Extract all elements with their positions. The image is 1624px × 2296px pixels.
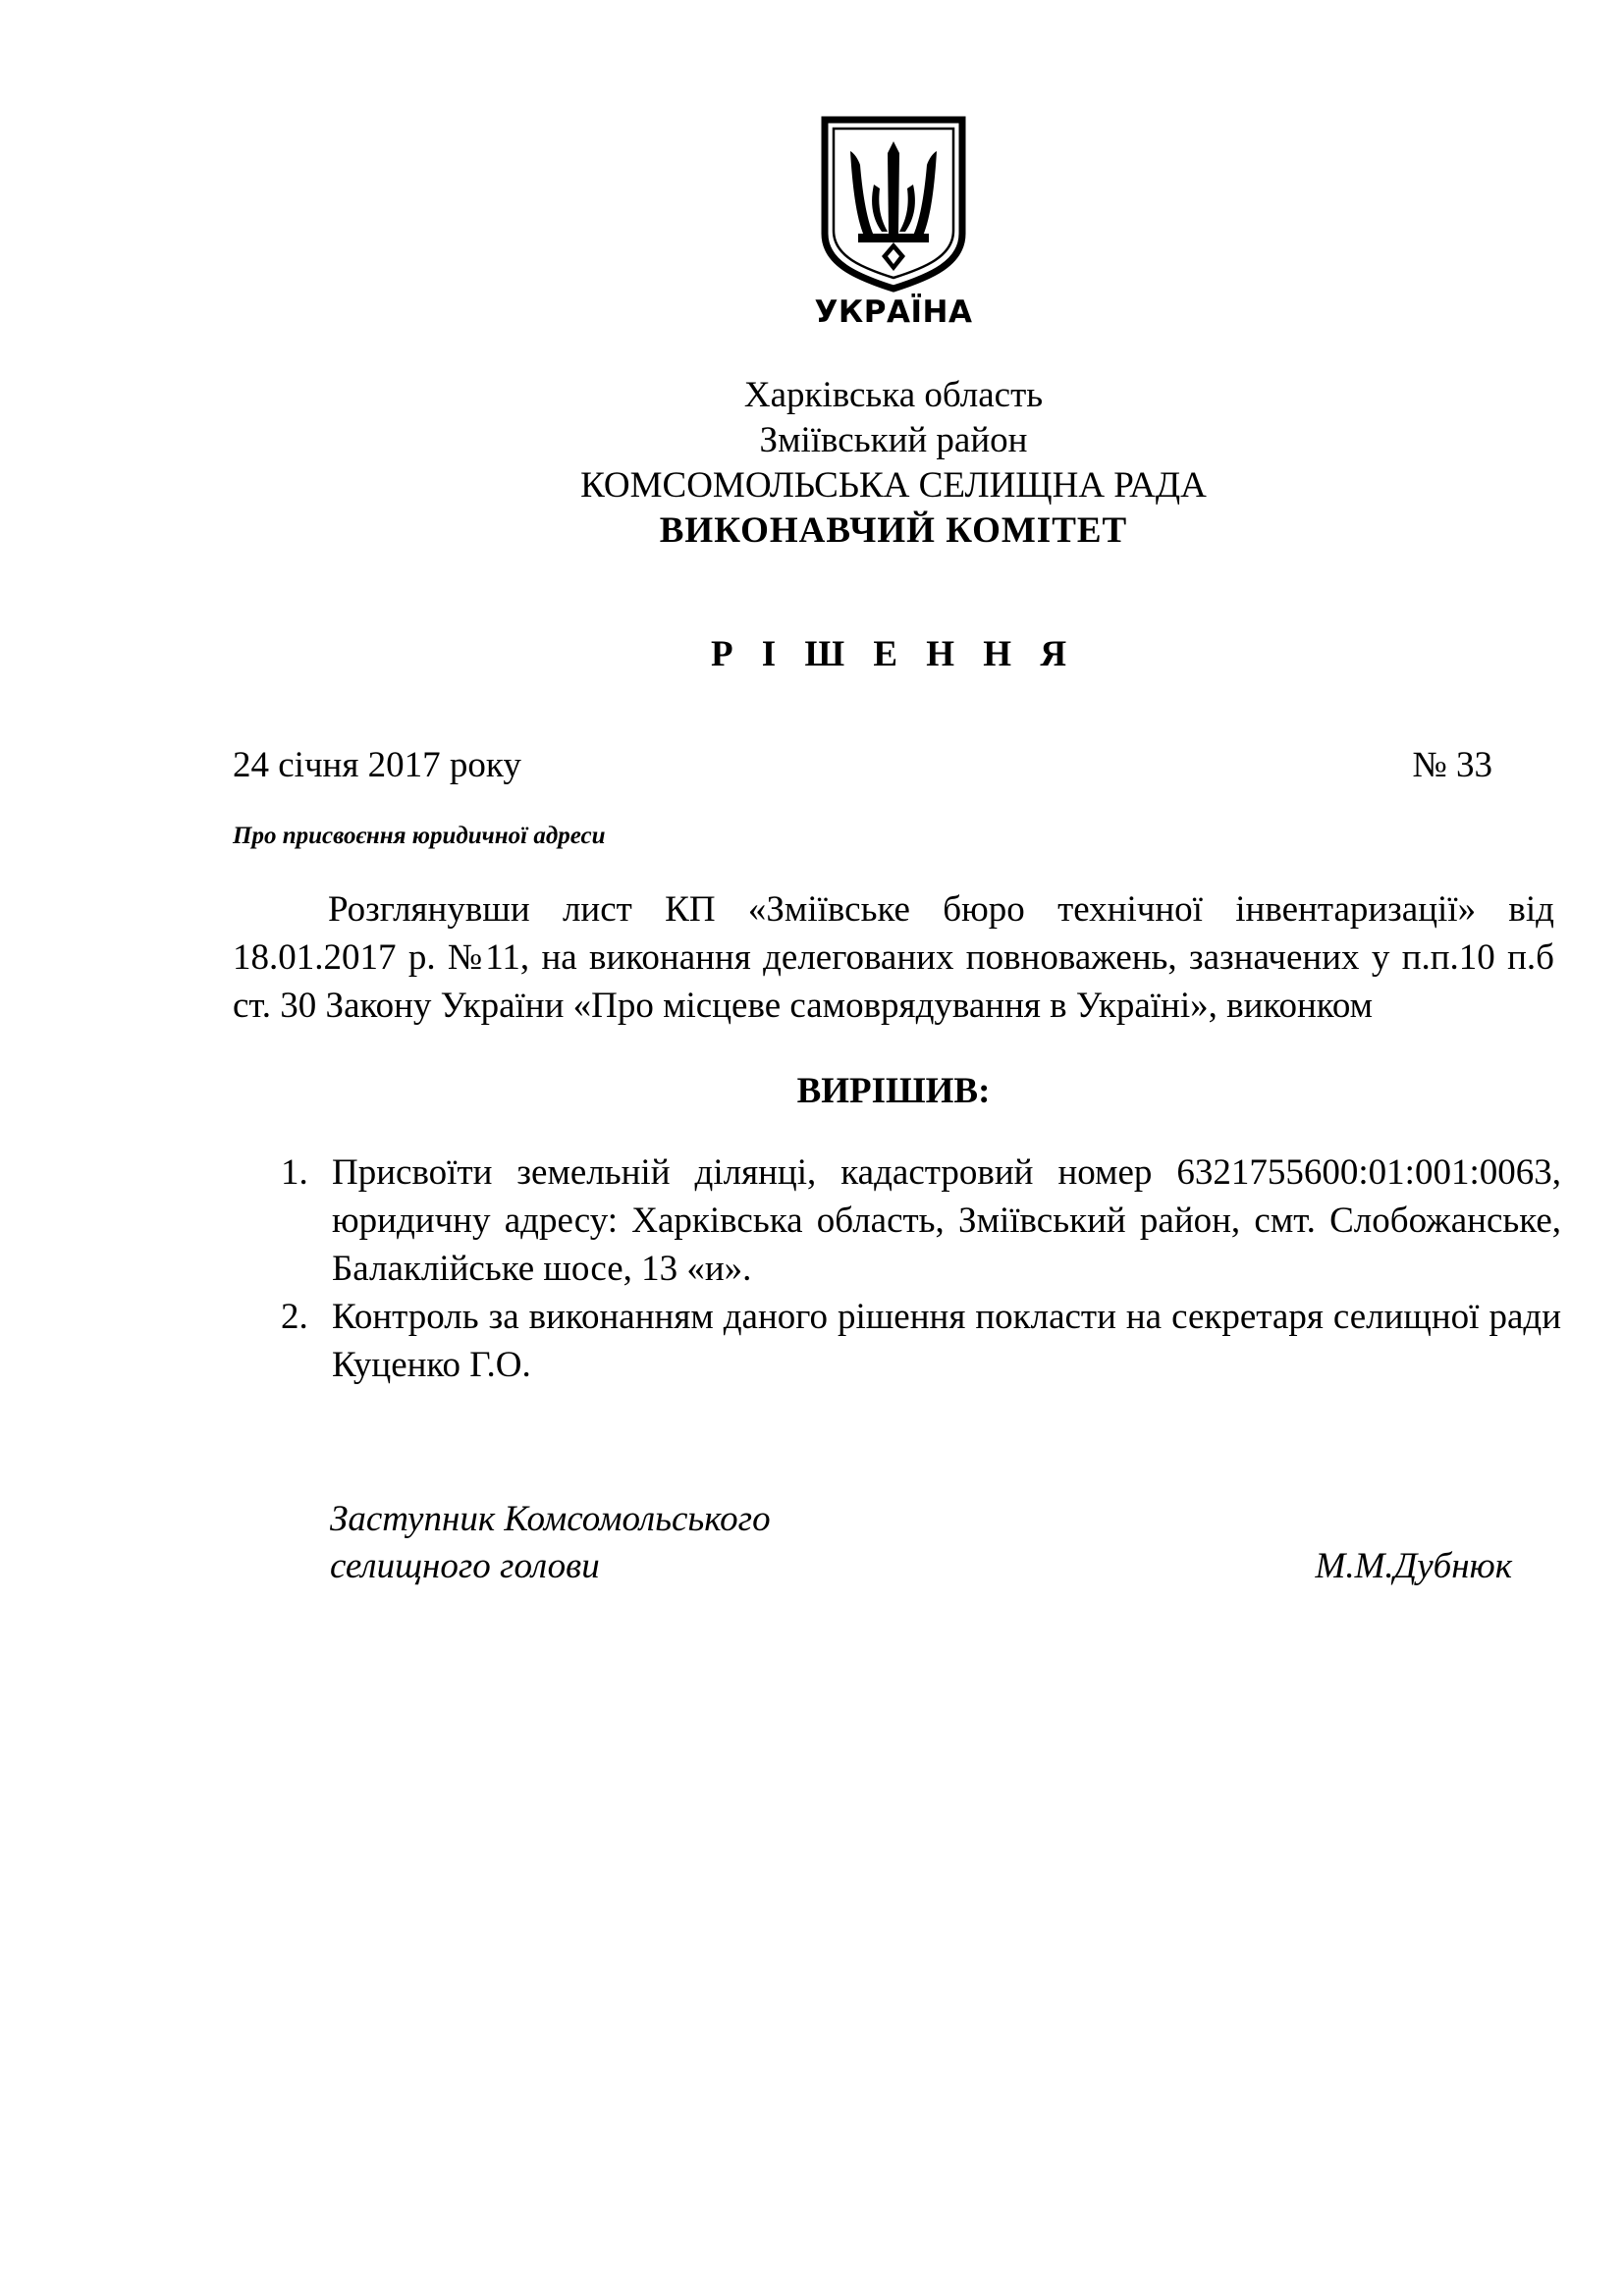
committee-line: ВИКОНАВЧИЙ КОМІТЕТ [659, 510, 1128, 551]
oblast-line: Харківська область [743, 375, 1044, 415]
document-subject: Про присвоєння юридичної адреси [233, 823, 606, 849]
document-number: № 33 [1412, 745, 1492, 785]
country-heading: УКРАЇНА [814, 294, 973, 330]
document-date: 24 січня 2017 року [233, 745, 521, 785]
decision-item-text: Присвоїти земельній ділянці, кадастровий номер 6321755600:01:001:0063, юридичну адресу: Харківська область, Зміївський район, смт. Слобожанське, Балаклійське шосе, 13 «и». [332, 1152, 1561, 1289]
decision-item [275, 1293, 1561, 1389]
signatory-position-line1: Заступник Комсомольського [330, 1499, 771, 1539]
preamble-paragraph: Розглянувши лист КП «Зміївське бюро технічної інвентаризації» від 18.01.2017 р. №11, на виконання делегованих повноважень, зазначених у п.п.10 п.б ст. 30 Закону України «Про місцеве самоврядування в Україні», виконком [233, 889, 1554, 1026]
decision-item [275, 1148, 1561, 1293]
signatory-name: М.М.Дубнюк [1315, 1546, 1512, 1586]
document-type-title: Р І Ш Е Н Н Я [710, 634, 1077, 674]
decision-list [275, 1148, 1561, 1389]
signatory-position-line2: селищного голови [330, 1546, 600, 1586]
council-line: КОМСОМОЛЬСЬКА СЕЛИЩНА РАДА [580, 465, 1207, 506]
decision-item-number: 1. [281, 1152, 308, 1193]
decision-item-number: 2. [281, 1297, 308, 1337]
rayon-line: Зміївський район [759, 420, 1028, 460]
decision-item-text: Контроль за виконанням даного рішення покласти на секретаря селищної ради Куценко Г.О. [332, 1297, 1561, 1385]
coat-of-arms-icon [821, 116, 966, 293]
decided-heading: ВИРІШИВ: [796, 1071, 991, 1111]
